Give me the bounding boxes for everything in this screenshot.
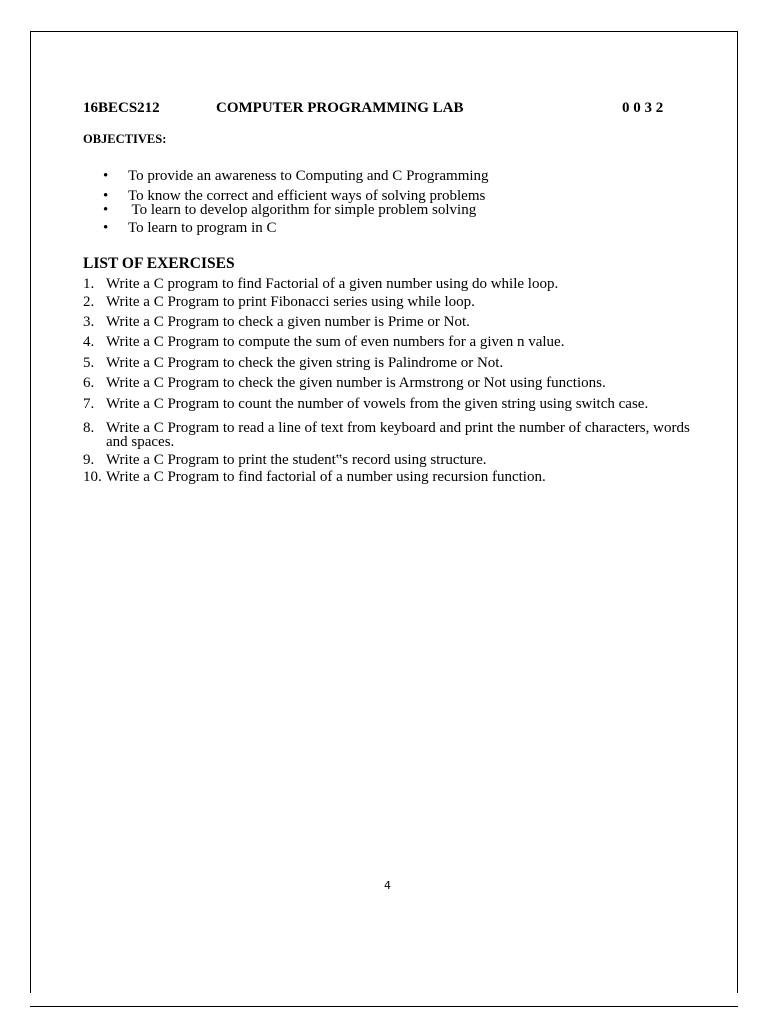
- page-number: 4: [384, 879, 391, 892]
- exercise-text: Write a C Program to read a line of text from keyboard and print the number of characters, words: [106, 420, 690, 436]
- objective-text: To learn to develop algorithm for simple problem solving: [128, 202, 477, 218]
- objectives-heading: OBJECTIVES:: [83, 132, 167, 146]
- exercise-number: 4.: [83, 334, 95, 350]
- exercise-number: 9.: [83, 452, 95, 468]
- exercise-text: Write a C Program to count the number of vowels from the given string using switch case.: [106, 396, 649, 412]
- objective-text: To learn to program in C: [128, 220, 277, 236]
- exercise-text: Write a C Program to print the student‟s record using structure.: [106, 452, 487, 468]
- exercise-number: 7.: [83, 396, 95, 412]
- course-code: 16BECS212: [83, 100, 160, 116]
- exercise-text: Write a C Program to check the given number is Armstrong or Not using functions.: [106, 375, 606, 391]
- exercise-number: 6.: [83, 375, 95, 391]
- bullet-icon: •: [103, 188, 109, 204]
- exercise-number: 2.: [83, 294, 95, 310]
- bullet-icon: •: [103, 220, 109, 236]
- exercise-text: Write a C Program to compute the sum of even numbers for a given n value.: [106, 334, 565, 350]
- exercise-text: Write a C Program to find factorial of a number using recursion function.: [106, 469, 546, 485]
- exercise-number: 8.: [83, 420, 95, 436]
- objective-text: To know the correct and efficient ways of solving problems: [128, 188, 486, 204]
- objective-text: To provide an awareness to Computing and C Programming: [128, 168, 489, 184]
- exercise-number: 5.: [83, 355, 95, 371]
- exercises-heading: LIST OF EXERCISES: [83, 255, 235, 272]
- exercise-text: Write a C Program to print Fibonacci series using while loop.: [106, 294, 475, 310]
- course-title: COMPUTER PROGRAMMING LAB: [216, 100, 464, 116]
- course-credits: 0 0 3 2: [622, 100, 664, 116]
- exercise-text: Write a C Program to check the given string is Palindrome or Not.: [106, 355, 504, 371]
- exercise-text: Write a C program to find Factorial of a given number using do while loop.: [106, 276, 559, 292]
- exercise-number: 10.: [83, 469, 102, 485]
- bullet-icon: •: [103, 168, 109, 184]
- exercise-text: Write a C Program to check a given number is Prime or Not.: [106, 314, 470, 330]
- exercise-number: 3.: [83, 314, 95, 330]
- bullet-icon: •: [103, 202, 109, 218]
- bottom-rule: [30, 1006, 738, 1007]
- exercise-number: 1.: [83, 276, 95, 292]
- exercise-text-continuation: and spaces.: [106, 434, 175, 450]
